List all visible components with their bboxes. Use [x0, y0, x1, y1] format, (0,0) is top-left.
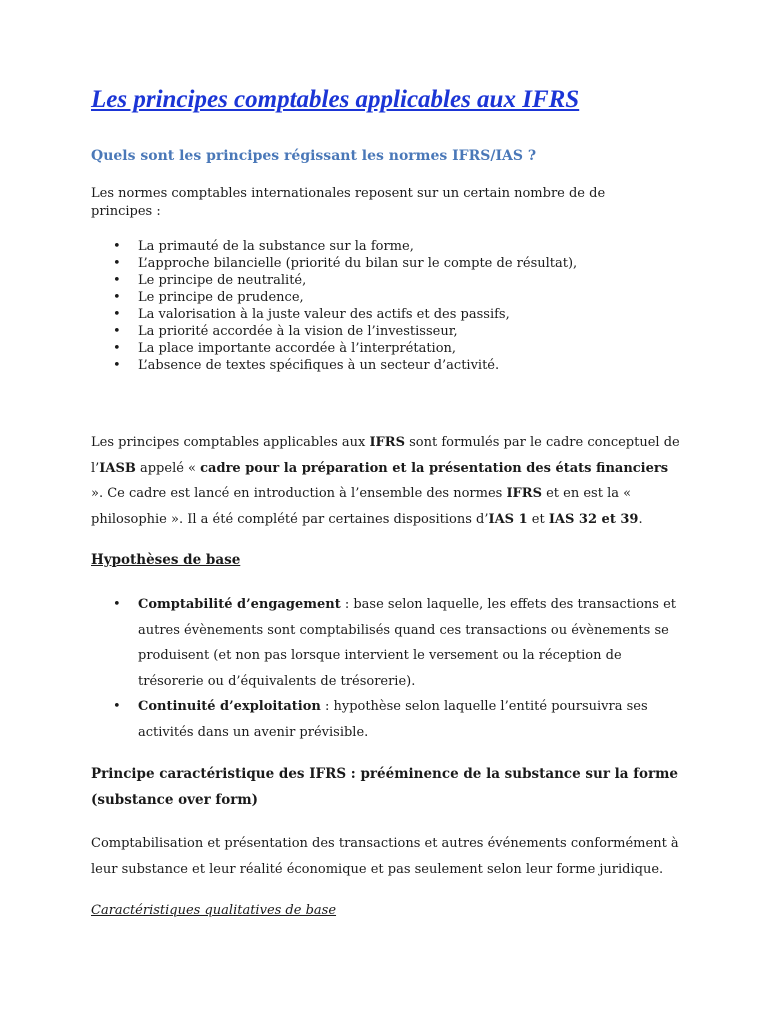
hypotheses-list: [91, 592, 681, 745]
list-item: • L’approche bilancielle (priorité du bilan sur le compte de résultat),: [113, 256, 578, 271]
list-item: • Continuité d’exploitation : hypothèse selon laquelle l’entité poursuivra ses activités dans un avenir prévisible.: [91, 694, 681, 745]
hypotheses-heading: Hypothèses de base: [91, 552, 241, 568]
principles-list: [91, 238, 577, 374]
bullet-icon: •: [113, 699, 121, 714]
qualitative-heading: Caractéristiques qualitatives de base: [91, 903, 337, 918]
bullet-icon: •: [113, 597, 121, 612]
list-item: • Le principe de prudence,: [113, 290, 304, 305]
list-item: • Le principe de neutralité,: [113, 273, 307, 288]
bullet-icon: •: [113, 256, 121, 271]
bullet-icon: •: [113, 307, 121, 322]
list-item: • Comptabilité d’engagement : base selon laquelle, les effets des transactions et autres évènements sont comptabilisés quand ces transactions ou évènements se produisent (et non pas lorsque intervient le versement ou la réception de trésorerie ou d’équivalents de trésorerie).: [91, 592, 681, 694]
section-subtitle: Quels sont les principes régissant les normes IFRS/IAS ?: [91, 148, 537, 164]
bullet-icon: •: [113, 341, 121, 356]
framework-paragraph: Les principes comptables applicables aux IFRS sont formulés par le cadre conceptuel de l’IASB appelé « cadre pour la préparation et la présentation des états financiers ». Ce cadre est lancé en introduction à l’ensemble des normes IFRS et en est la « philosophie ». Il a été complété par certaines dispositions d’IAS 1 et IAS 32 et 39.: [91, 435, 680, 527]
principle-heading: Principe caractéristique des IFRS : prééminence de la substance sur la forme (substance over form): [91, 766, 679, 808]
bullet-icon: •: [113, 358, 121, 373]
document-title: Les principes comptables applicables aux IFRS: [91, 86, 580, 113]
bullet-icon: •: [113, 273, 121, 288]
list-item: • L’absence de textes spécifiques à un secteur d’activité.: [113, 358, 500, 373]
intro-paragraph: Les normes comptables internationales reposent sur un certain nombre de de principes :: [91, 186, 606, 219]
substance-paragraph: Comptabilisation et présentation des transactions et autres événements conformément à leur substance et leur réalité économique et pas seulement selon leur forme juridique.: [91, 836, 679, 877]
list-item: • La valorisation à la juste valeur des actifs et des passifs,: [113, 307, 510, 322]
list-item: • La primauté de la substance sur la forme,: [113, 239, 414, 254]
bullet-icon: •: [113, 239, 121, 254]
list-item: • La priorité accordée à la vision de l’investisseur,: [113, 324, 458, 339]
bullet-icon: •: [113, 290, 121, 305]
list-item: • La place importante accordée à l’interprétation,: [113, 341, 457, 356]
bullet-icon: •: [113, 324, 121, 339]
